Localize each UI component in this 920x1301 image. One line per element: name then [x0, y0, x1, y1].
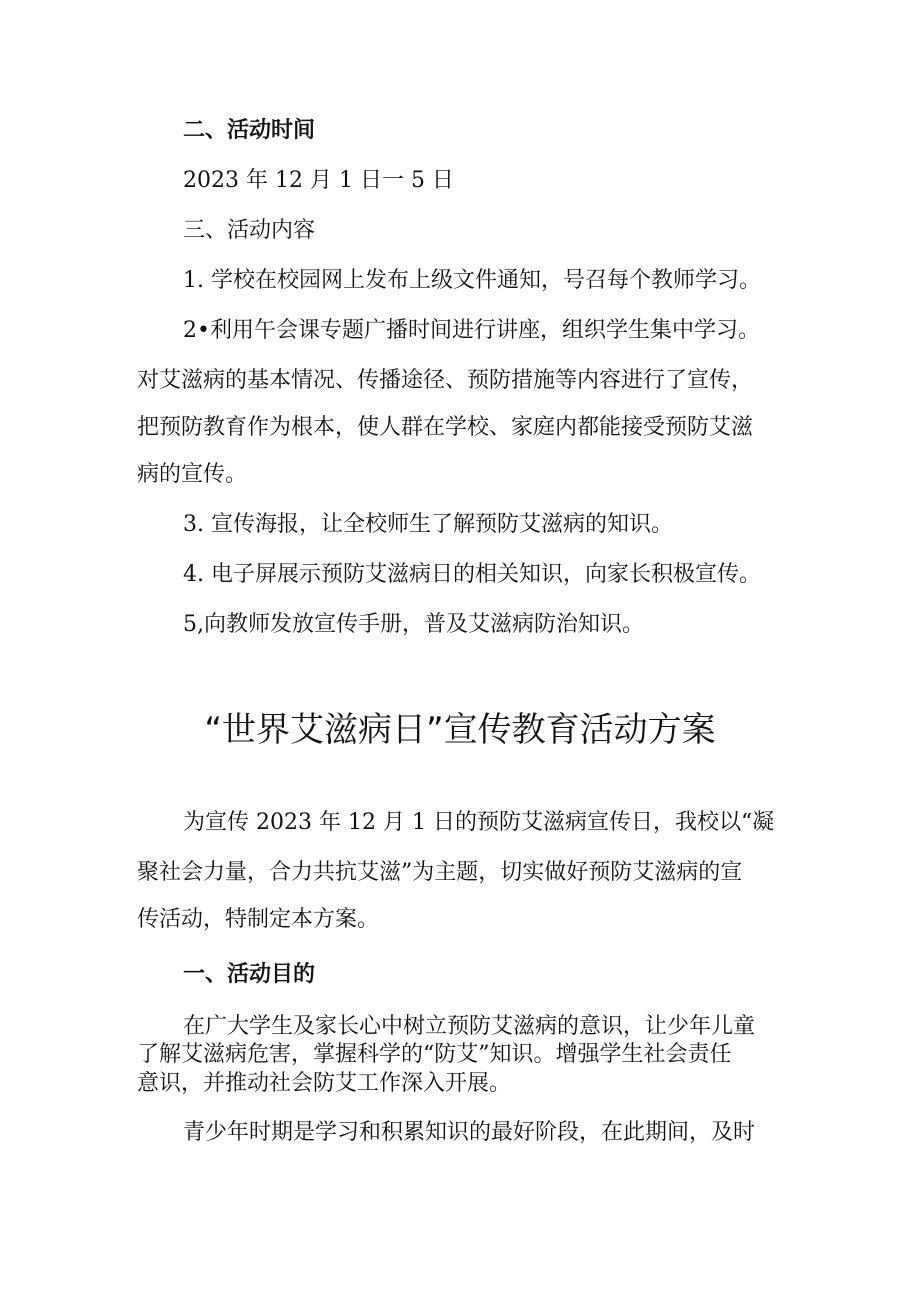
purpose-line-2: 了解艾滋病危害，掌握科学的“防艾”知识。增强学生社会责任: [137, 1042, 732, 1067]
content-item-2-line-3: 把预防教育作为根本，使人群在学校、家庭内都能接受预防艾滋: [137, 415, 754, 440]
youth-paragraph-line-1: 青少年时期是学习和积累知识的最好阶段，在此期间，及时: [183, 1120, 756, 1145]
section-heading-activity-time: 二、活动时间: [183, 118, 316, 143]
intro-line-3: 传活动，特制定本方案。: [137, 907, 380, 932]
purpose-line-1: 在广大学生及家长心中树立预防艾滋病的意识，让少年儿童: [183, 1014, 756, 1039]
content-item-4: 4. 电子屏展示预防艾滋病日的相关知识，向家长积极宣传。: [183, 562, 761, 587]
document-title: “世界艾滋病日”宣传教育活动方案: [204, 710, 716, 750]
content-item-2-line-4: 病的宣传。: [137, 462, 248, 487]
activity-date: 2023 年 12 月 1 日一 5 日: [183, 168, 454, 193]
section-heading-activity-content: 三、活动内容: [183, 218, 316, 243]
section-heading-activity-purpose: 一、活动目的: [183, 962, 316, 987]
content-item-2-line-1: 2•利用午会课专题广播时间进行讲座，组织学生集中学习。: [183, 318, 760, 343]
intro-line-2: 聚社会力量，合力共抗艾滋”为主题，切实做好预防艾滋病的宣: [137, 860, 743, 885]
content-item-2-line-2: 对艾滋病的基本情况、传播途径、预防措施等内容进行了宣传，: [137, 368, 754, 393]
content-item-5: 5,向教师发放宣传手册，普及艾滋病防治知识。: [183, 612, 644, 637]
content-item-3: 3. 宣传海报，让全校师生了解预防艾滋病的知识。: [183, 512, 673, 537]
intro-line-1: 为宣传 2023 年 12 月 1 日的预防艾滋病宣传日，我校以“凝: [183, 810, 775, 835]
content-item-1: 1. 学校在校园网上发布上级文件通知，号召每个教师学习。: [183, 268, 761, 293]
purpose-line-3: 意识，并推动社会防艾工作深入开展。: [137, 1071, 512, 1096]
